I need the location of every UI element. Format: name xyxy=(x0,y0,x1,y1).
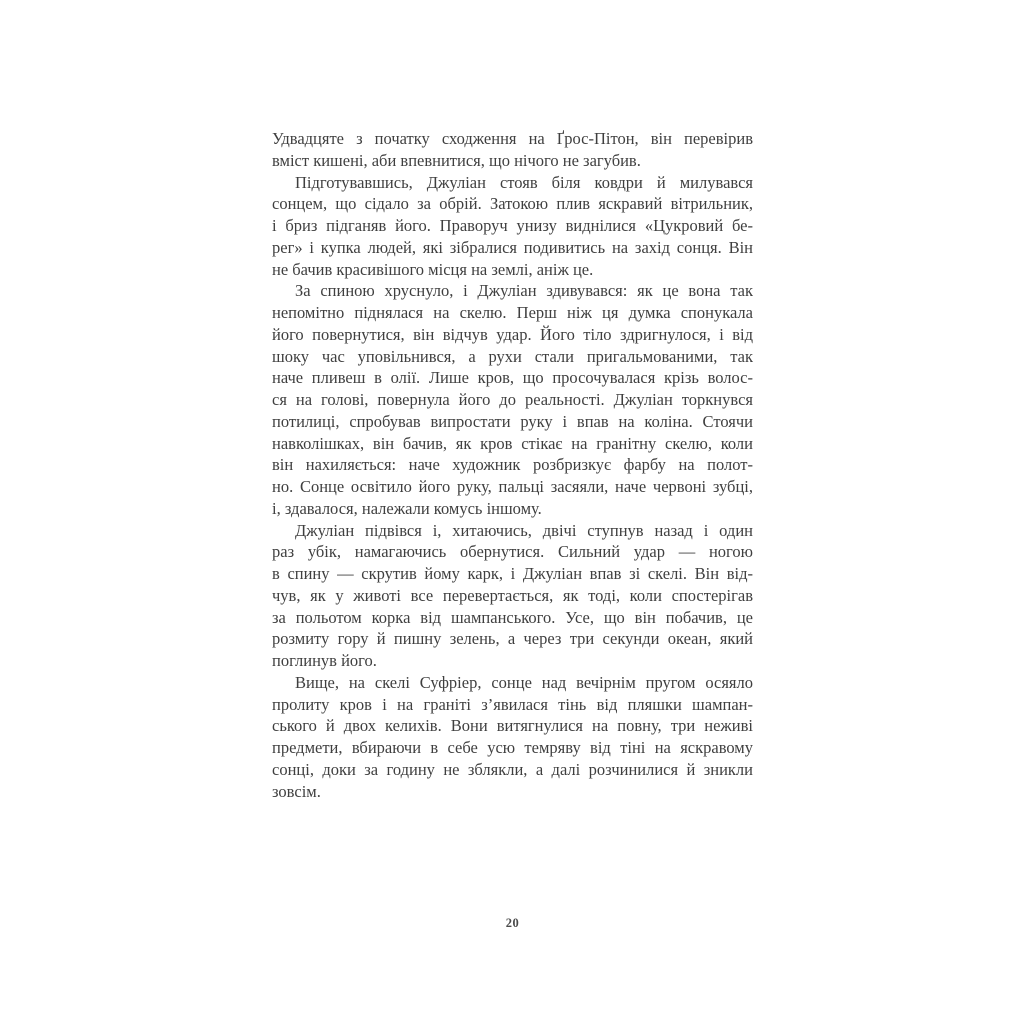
text-line: за польотом корка від шампанського. Усе, що він побачив, це xyxy=(272,607,753,627)
text-line: Підготувавшись, Джуліан стояв біля ковдри й милувався xyxy=(295,172,753,192)
text-line: і, здавалося, належали комусь іншому. xyxy=(272,498,542,518)
paragraph xyxy=(272,520,753,672)
paragraph xyxy=(272,128,753,172)
text-line: поглинув його. xyxy=(272,651,377,670)
text-line: чув, як у животі все перевертається, як тоді, коли спостерігав xyxy=(272,585,753,605)
text-line: шоку час уповільнився, а рухи стали пригальмованими, так xyxy=(272,346,753,366)
text-line: вміст кишені, аби впевнитися, що нічого не загубив. xyxy=(272,150,641,170)
paragraph xyxy=(272,280,753,519)
text-line: Вище, на скелі Суфріер, сонце над вечірнім пругом осяяло xyxy=(295,672,753,692)
text-line: ся на голові, повернула його до реальності. Джуліан торкнувся xyxy=(272,390,753,409)
text-line: розмиту гору й пишну зелень, а через три секунди океан, який xyxy=(272,629,753,649)
text-line: ського й двох келихів. Вони витягнулися на повну, три неживі xyxy=(272,716,753,736)
text-line: пролиту кров і на граніті з’явилася тінь від пляшки шампан- xyxy=(272,694,753,714)
text-line: Джуліан підвівся і, хитаючись, двічі ступнув назад і один xyxy=(295,520,753,540)
text-line: сонці, доки за годину не зблякли, а далі розчинилися й зникли xyxy=(272,759,753,779)
text-line: раз убік, намагаючись обернутися. Сильний удар — ногою xyxy=(272,542,753,562)
text-line: і бриз підганяв його. Праворуч унизу виднілися «Цукровий бе- xyxy=(272,216,753,235)
text-line: в спину — скрутив йому карк, і Джуліан впав зі скелі. Він від- xyxy=(272,564,753,583)
text-line: непомітно піднялася на скелю. Перш ніж ця думка спонукала xyxy=(272,303,753,322)
text-line: но. Сонце освітило його руку, пальці засяяли, наче червоні зубці, xyxy=(272,477,753,496)
text-line: потилиці, спробував випростати руку і впав на коліна. Стоячи xyxy=(272,411,753,431)
paragraph xyxy=(272,172,753,281)
text-line: наче пливеш в олії. Лише кров, що просочувалася крізь волос- xyxy=(272,368,753,388)
text-line: За спиною хруснуло, і Джуліан здивувався: як це вона так xyxy=(295,281,753,301)
text-line: предмети, вбираючи в себе усю темряву від тіні на яскравому xyxy=(272,738,753,757)
text-line: його повернутися, він відчув удар. Його тіло здригнулося, і від xyxy=(272,324,753,344)
text-line: не бачив красивішого місця на землі, аніж це. xyxy=(272,259,594,279)
text-line: рег» і купка людей, які зібралися подивитись на захід сонця. Він xyxy=(272,237,753,257)
page-number: 20 xyxy=(505,916,520,930)
paragraph xyxy=(272,672,753,803)
body-text xyxy=(272,128,753,802)
text-line: навколішках, він бачив, як кров стікає на гранітну скелю, коли xyxy=(272,433,753,453)
text-line: сонцем, що сідало за обрій. Затокою плив яскравий вітрильник, xyxy=(272,194,753,214)
text-line: він нахиляється: наче художник розбризкує фарбу на полот- xyxy=(272,455,753,475)
text-line: Удвадцяте з початку сходження на Ґрос-Пітон, він перевірив xyxy=(272,129,753,148)
text-line: зовсім. xyxy=(272,781,321,801)
